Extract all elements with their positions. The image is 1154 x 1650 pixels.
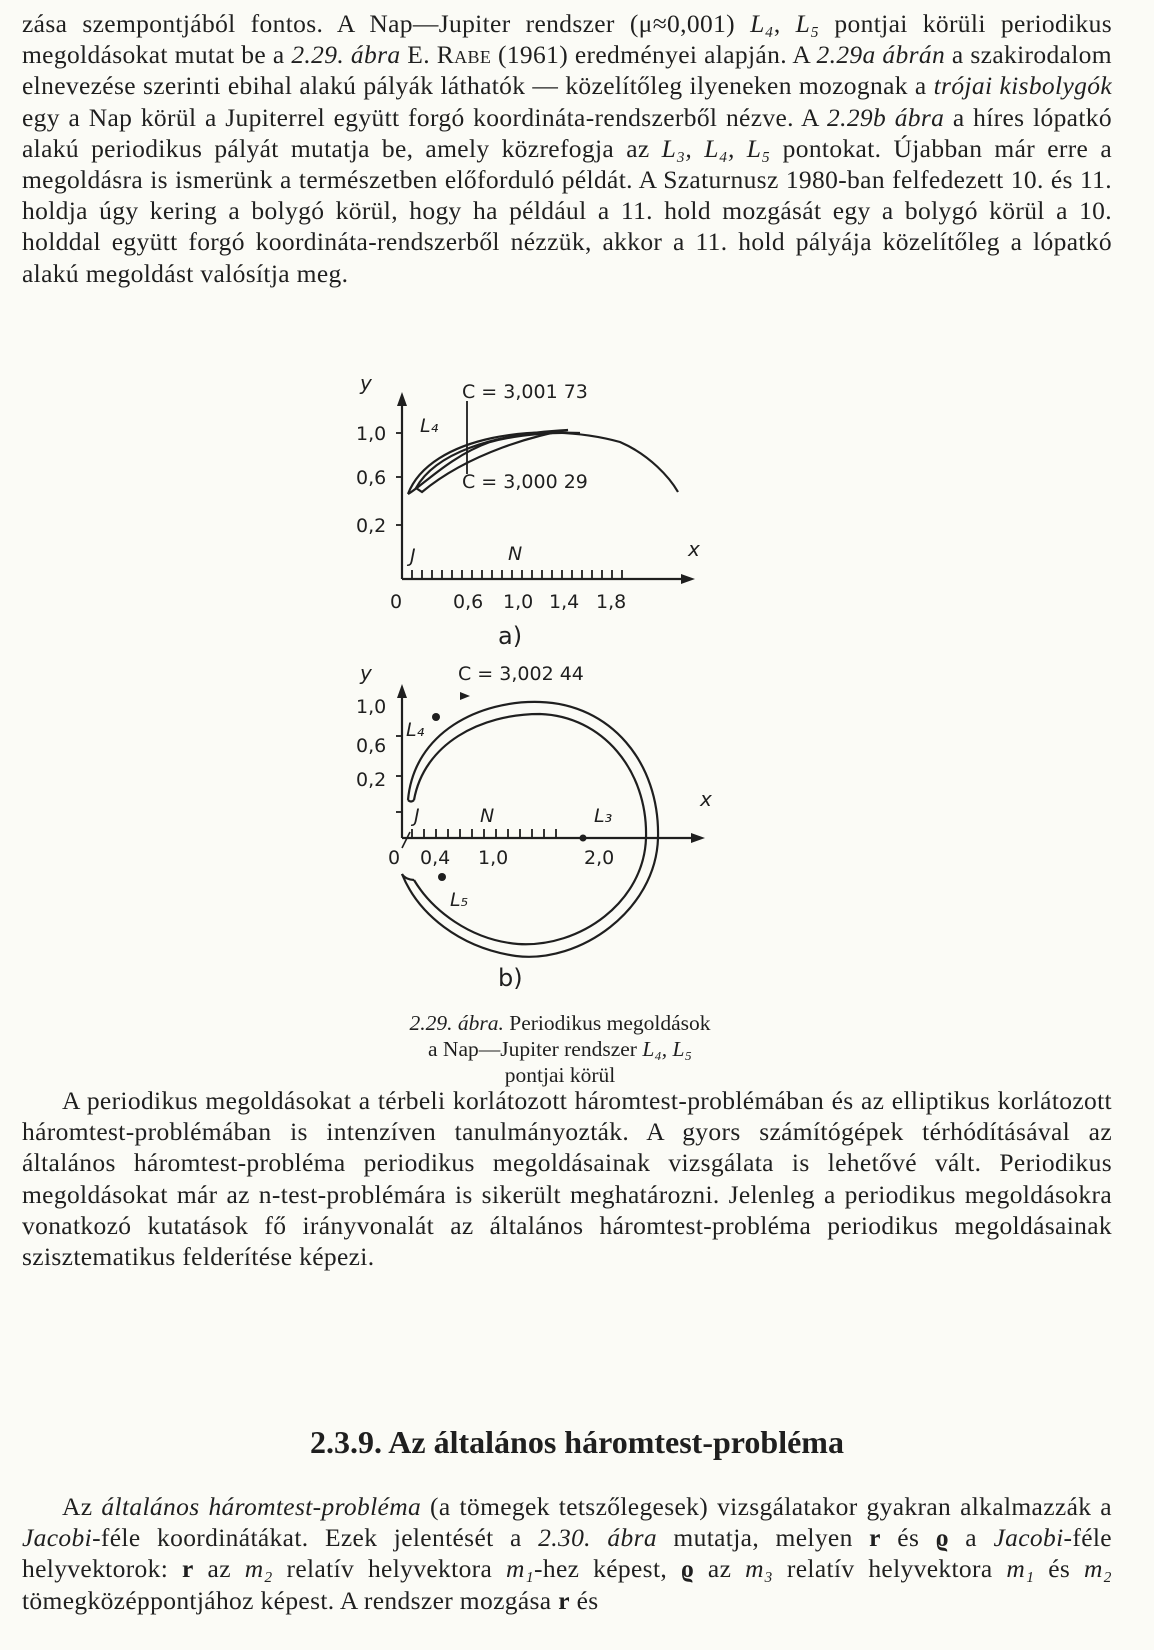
- text-segment: zása szempontjából fontos. A Nap—Jupiter rendszer (μ≈0,001): [22, 9, 751, 38]
- x-tick-label: 0,4: [420, 847, 451, 869]
- math-m2: m₂: [1084, 1554, 1112, 1584]
- text-segment: pontokat. Újabban már erre a megoldásra is ismerünk a természetben előforduló példát. A Szaturnusz 1980-ban felfedezett 10. és 11. holdja úgy kering a bolygó körül, hogy ha például a 11. hold mozgását egy a bolygó körül a 10. holddal együtt forgó koordináta-rendszerből nézzük, akkor a 11. hold pályája közelítőleg a lópatkó alakú megoldást valósítja meg.: [22, 133, 1112, 288]
- caption-text: Periodikus megoldások: [503, 1011, 711, 1035]
- emphasis-general-problem: általános háromtest-probléma: [101, 1492, 422, 1521]
- text-segment: relatív helyvektora: [272, 1554, 507, 1584]
- y-axis-arrow: [397, 684, 407, 698]
- caption-number: 2.29. ábra.: [409, 1011, 504, 1035]
- x-axis-ticks: [412, 570, 622, 579]
- y-axis-label: y: [360, 371, 372, 395]
- x-tick-label: 1,0: [503, 591, 534, 613]
- figure-reference: 2.29. ábra: [291, 40, 401, 70]
- x-axis-label: x: [688, 537, 700, 561]
- orbit-horseshoe-cap: [408, 800, 414, 802]
- figure-reference: 2.30. ábra: [538, 1523, 657, 1553]
- math-m1: m₁: [1006, 1554, 1035, 1584]
- text-segment: a szakirodalom elnevezése szerinti ebihal alakú pályák láthatók — közelítőleg ilyeneken mozognak a: [22, 40, 1112, 101]
- text-segment: az: [193, 1554, 245, 1584]
- label-l3: L₃: [594, 805, 613, 827]
- vector-rho: ϱ: [680, 1554, 695, 1584]
- text-segment: és: [1034, 1554, 1084, 1584]
- author-name: Rabe: [436, 40, 492, 70]
- l5-point: [438, 873, 446, 881]
- y-tick-label: 0,6: [356, 467, 387, 489]
- text-segment: ,: [773, 9, 796, 38]
- x-axis-label: x: [700, 787, 712, 811]
- text-segment: egy a Nap körül a Jupiterrel együtt forgó koordináta-rendszerből nézve. A: [22, 102, 827, 132]
- label-jupiter: J: [414, 805, 420, 827]
- math-L5: L₅: [795, 9, 820, 38]
- y-axis-arrow: [397, 392, 407, 406]
- caption-text: a Nap—Jupiter rendszer: [428, 1037, 643, 1061]
- text-segment: a híres lópatkó alakú periodikus pályát mutatja be, amely közrefogja az: [22, 102, 1112, 163]
- math-m3: m₃: [745, 1554, 774, 1584]
- text-segment: és: [569, 1585, 599, 1615]
- name-jacobi: Jacobi: [22, 1523, 93, 1553]
- name-jacobi: Jacobi: [993, 1523, 1064, 1553]
- vector-r: r: [558, 1585, 570, 1615]
- orbit-horseshoe-outer: [402, 702, 658, 957]
- x-axis-arrow: [681, 574, 695, 584]
- figure-a-tadpole-orbits: [340, 370, 740, 650]
- label-c-outer: C = 3,001 73: [462, 381, 588, 403]
- caption-math: L₄, L₅: [642, 1037, 692, 1061]
- vector-r: r: [182, 1554, 194, 1584]
- label-l4: L₄: [406, 719, 425, 741]
- paragraph-jacobi-coordinates: [22, 1491, 1112, 1616]
- y-tick-label: 0,2: [356, 515, 387, 537]
- label-l5: L₅: [450, 889, 469, 911]
- text-segment: (a tömegek tetszőlegesek) vizsgálatakor gyakran alkalmazzák a: [421, 1492, 1112, 1521]
- x-tick-label: 2,0: [584, 847, 615, 869]
- text-segment: mutatja, melyen: [656, 1523, 870, 1553]
- paragraph-text: A periodikus megoldásokat a térbeli korlátozott háromtest-problémában és az elliptikus korlátozott háromtest-problémában is intenzíven tanulmányozták. A gyors számítógépek térhódításával az általános háromtest-probléma periodikus megoldásainak vizsgálata is lehetővé vált. Periodikus megoldásokat már az n-test-problémára is sikerült meghatározni. Jelenleg a periodikus megoldásokra vonatkozó kutatások fő irányvonalát az általános háromtest-probléma periodikus megoldásainak szisztematikus felderítése képezi.: [22, 1086, 1112, 1272]
- panel-label-b: b): [498, 964, 523, 992]
- math-lagrange-points: L₃, L₄, L₅: [661, 133, 771, 163]
- figure-caption: [330, 1010, 790, 1088]
- paragraph-trojan-orbits: [22, 8, 1112, 289]
- label-sun: N: [508, 543, 523, 565]
- x-tick-label: 0,6: [453, 591, 484, 613]
- y-tick-label: 0,2: [356, 769, 387, 791]
- x-tick-label: 0: [390, 591, 403, 613]
- section-heading: 2.3.9. Az általános háromtest-probléma: [310, 1424, 844, 1460]
- orbit-direction-arrow: [460, 692, 470, 700]
- jupiter-marker: [402, 832, 410, 848]
- text-segment: Az: [62, 1492, 102, 1521]
- emphasis-trojan-asteroids: trójai kisbolygók: [933, 71, 1112, 101]
- label-c-inner: C = 3,000 29: [462, 471, 588, 493]
- l3-point: [580, 835, 587, 842]
- y-tick-label: 0,6: [356, 735, 387, 757]
- vector-rho: ϱ: [935, 1523, 949, 1553]
- label-jupiter: J: [410, 545, 416, 567]
- text-segment: és: [880, 1523, 936, 1553]
- text-segment: relatív helyvektora: [773, 1554, 1007, 1584]
- text-segment: E.: [400, 40, 437, 70]
- text-segment: -féle koordinátákat. Ezek jelentését a: [92, 1523, 539, 1553]
- vector-r: r: [869, 1523, 881, 1553]
- y-axis-label: y: [360, 661, 372, 685]
- text-segment: -féle helyvektorok:: [22, 1523, 1112, 1584]
- figure-reference: 2.29b ábra: [827, 102, 945, 132]
- paragraph-periodic-research: [22, 1085, 1112, 1272]
- y-tick-label: 1,0: [356, 696, 387, 718]
- l4-point: [432, 713, 440, 721]
- math-m2: m₂: [244, 1554, 273, 1584]
- math-L4: L₄: [750, 9, 774, 38]
- x-tick-label: 1,0: [478, 847, 509, 869]
- x-axis-ticks: [412, 829, 556, 838]
- figure-b-horseshoe-orbit: [340, 652, 740, 992]
- text-segment: (1961) eredményei alapján. A: [491, 40, 817, 70]
- text-segment: az: [694, 1554, 746, 1584]
- x-tick-label: 1,4: [549, 591, 580, 613]
- text-segment: pontjai körüli periodikus megoldásokat mutat be a: [22, 9, 1112, 70]
- math-m1: m₁: [506, 1554, 535, 1584]
- text-segment: tömegközéppontjához képest. A rendszer mozgása: [22, 1585, 559, 1615]
- panel-label-a: a): [498, 622, 523, 650]
- text-segment: a: [948, 1523, 994, 1553]
- x-axis-arrow: [691, 833, 705, 843]
- text-segment: -hez képest,: [534, 1554, 681, 1584]
- x-tick-label: 1,8: [596, 591, 627, 613]
- caption-text: pontjai körül: [504, 1063, 616, 1087]
- label-c: C = 3,002 44: [458, 663, 584, 685]
- label-l4: L₄: [420, 415, 439, 437]
- label-sun: N: [480, 805, 495, 827]
- figure-reference: 2.29a ábrán: [816, 40, 946, 70]
- y-tick-label: 1,0: [356, 423, 387, 445]
- x-tick-label: 0: [388, 847, 401, 869]
